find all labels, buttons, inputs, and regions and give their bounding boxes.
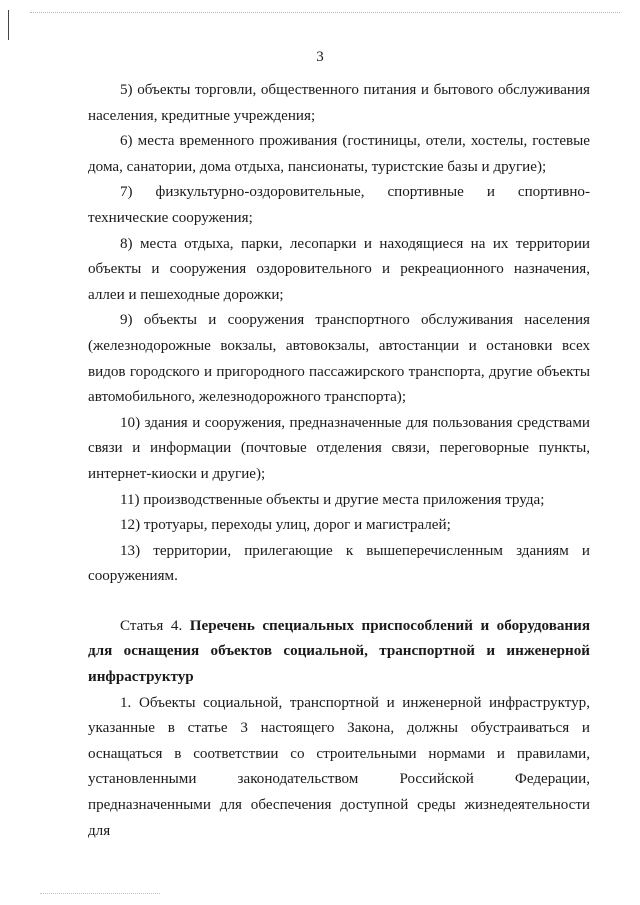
scan-edge-left xyxy=(8,10,9,40)
scan-edge-top xyxy=(30,12,620,14)
list-item-6: 6) места временного проживания (гостиницы, отели, хостелы, гостевые дома, санатории, дома отдыха, пансионаты, туристские базы и другие); xyxy=(88,133,590,175)
page-number: 3 xyxy=(316,49,324,65)
article-heading xyxy=(88,614,590,691)
list-item-5: 5) объекты торговли, общественного питания и бытового обслуживания населения, кредитные учреждения; xyxy=(88,82,590,124)
list-item-7: 7) физкультурно-оздоровительные, спортивные и спортивно-технические сооружения; xyxy=(88,184,590,226)
scan-edge-bottom xyxy=(40,893,160,895)
document-body xyxy=(88,78,590,844)
article-paragraph-1: 1. Объекты социальной, транспортной и инженерной инфраструктур, указанные в статье 3 настоящего Закона, должны обустраиваться и оснащаться в соответствии со строительными нормами и правилами, установленными законодательством Российской Федерации, предназначенными для обеспечения доступной среды жизнедеятельности для xyxy=(88,694,590,839)
list-item-11: 11) производственные объекты и другие места приложения труда; xyxy=(120,491,545,508)
article-title: Перечень специальных приспособлений и оборудования для оснащения объектов социальной, транспортной и инженерной инфраструктур xyxy=(88,617,590,686)
article-label: Статья 4. xyxy=(120,617,183,634)
list-item-8: 8) места отдыха, парки, лесопарки и находящиеся на их территории объекты и сооружения оздоровительного и рекреационного назначения, аллеи и пешеходные дорожки; xyxy=(88,235,590,303)
list-item-13: 13) территории, прилегающие к вышеперечисленным зданиям и сооружениям. xyxy=(88,542,590,585)
list-item-12: 12) тротуары, переходы улиц, дорог и магистралей; xyxy=(120,517,451,534)
list-item-10: 10) здания и сооружения, предназначенные для пользования средствами связи и информации (почтовые отделения связи, переговорные пункты, интернет-киоски и другие); xyxy=(88,414,590,482)
section-gap xyxy=(88,590,590,614)
list-item-9: 9) объекты и сооружения транспортного обслуживания населения (железнодорожные вокзалы, автовокзалы, автостанции и остановки всех видов городского и пригородного пассажирского транспорта, другие объекты автомобильного, железнодорожного транспорта); xyxy=(88,312,590,406)
